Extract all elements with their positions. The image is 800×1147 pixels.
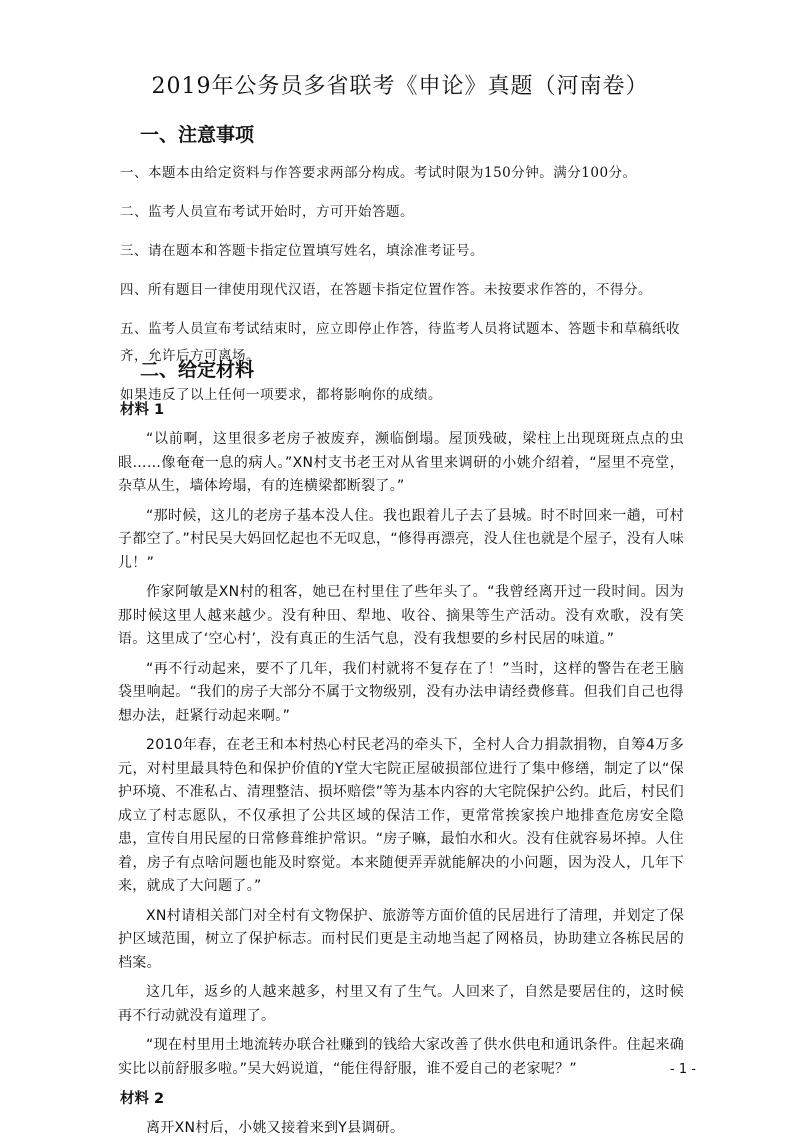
section-heading-notices: 一、注意事项 (140, 124, 255, 146)
notice-item: 一、本题本由给定资料与作答要求两部分构成。考试时限为150分钟。满分100分。 (120, 165, 637, 181)
page-title: 2019年公务员多省联考《申论》真题（河南卷） (151, 74, 649, 99)
materials-body (118, 398, 684, 1147)
page-number: - 1 - (670, 1062, 696, 1077)
material-1-paragraph: “以前啊，这里很多老房子被废弃，濒临倒塌。屋顶残破，梁柱上出现斑斑点点的虫眼……像奄奄一息的病人。”XN村支书老王对从省里来调研的小姚介绍着，“屋里不亮堂，杂草从生，墙体垮塌，有的连横梁都断裂了。” (118, 431, 684, 494)
material-1-paragraph: 作家阿敏是XN村的租客，她已在村里住了些年头了。“我曾经离开过一段时间。因为那时候这里人越来越少。没有种田、犁地、收谷、摘果等生产活动。没有欢歌，没有笑语。这里成了‘空心村’，没有真正的生活气息，没有我想要的乡村民居的味道。” (118, 584, 684, 647)
material-1-paragraph: 2010年春，在老王和本村热心村民老冯的牵头下，全村人合力捐款捐物，自筹4万多元，对村里最具特色和保护价值的Y堂大宅院正屋破损部位进行了集中修缮，制定了以“保护环境、不准私占、清理整洁、损坏赔偿”等为基本内容的大宅院保护公约。此后，村民们成立了村志愿队，不仅承担了公共区域的保洁工作，更常常挨家挨户地排查危房安全隐患，宣传自用民屋的日常修葺维护常识。“房子嘛，最怕水和火。没有住就容易坏掉。人住着，房子有点啥问题也能及时察觉。本来随便弄弄就能解决的小问题，因为没人，几年下来，就成了大问题了。” (118, 737, 684, 894)
material-2-title: 材料 2 (120, 1091, 165, 1107)
material-1-paragraph: “现在村里用土地流转办联合社赚到的钱给大家改善了供水供电和通讯条件。住起来确实比以前舒服多啦。”吴大妈说道，“能住得舒服，谁不爱自己的老家呢？” (118, 1037, 684, 1077)
material-1-paragraph: 这几年，返乡的人越来越多，村里又有了生气。人回来了，自然是要居住的，这时候再不行动就没有道理了。 (118, 984, 684, 1024)
notice-item: 二、监考人员宣布考试开始时，方可开始答题。 (120, 204, 414, 220)
material-1-paragraph: “那时候，这儿的老房子基本没人住。我也跟着儿子去了县城。时不时回来一趟，可村子都空了。”村民吴大妈回忆起也不无叹息，“修得再漂亮，没人住也就是个屋子，没有人味儿！” (118, 507, 684, 571)
material-1-paragraph: XN村请相关部门对全村有文物保护、旅游等方面价值的民居进行了清理，并划定了保护区域范围，树立了保护标志。而村民们更是主动地当起了网格员，协助建立各栋民居的档案。 (118, 907, 684, 971)
notice-item: 五、监考人员宣布考试结束时，应立即停止作答，待监考人员将试题本、答题卡和草稿纸收齐，允许后方可离场。 (120, 321, 680, 364)
section-heading-materials: 二、给定材料 (140, 359, 255, 381)
notice-item: 三、请在题本和答题卡指定位置填写姓名，填涂准考证号。 (120, 243, 484, 259)
material-2-paragraph: 离开XN村后，小姚又接着来到Y县调研。 (146, 1120, 405, 1136)
material-1-title: 材料 1 (120, 402, 165, 418)
notice-item: 四、所有题目一律使用现代汉语，在答题卡指定位置作答。未按要求作答的，不得分。 (120, 282, 652, 298)
notice-warning: 如果违反了以上任何一项要求，都将影响你的成绩。 (120, 387, 442, 403)
material-1-paragraph: “再不行动起来，要不了几年，我们村就将不复存在了！”当时，这样的警告在老王脑袋里响起。“我们的房子大部分不属于文物级别，没有办法申请经费修葺。但我们自己也得想办法，赶紧行动起来啊。” (118, 660, 684, 724)
